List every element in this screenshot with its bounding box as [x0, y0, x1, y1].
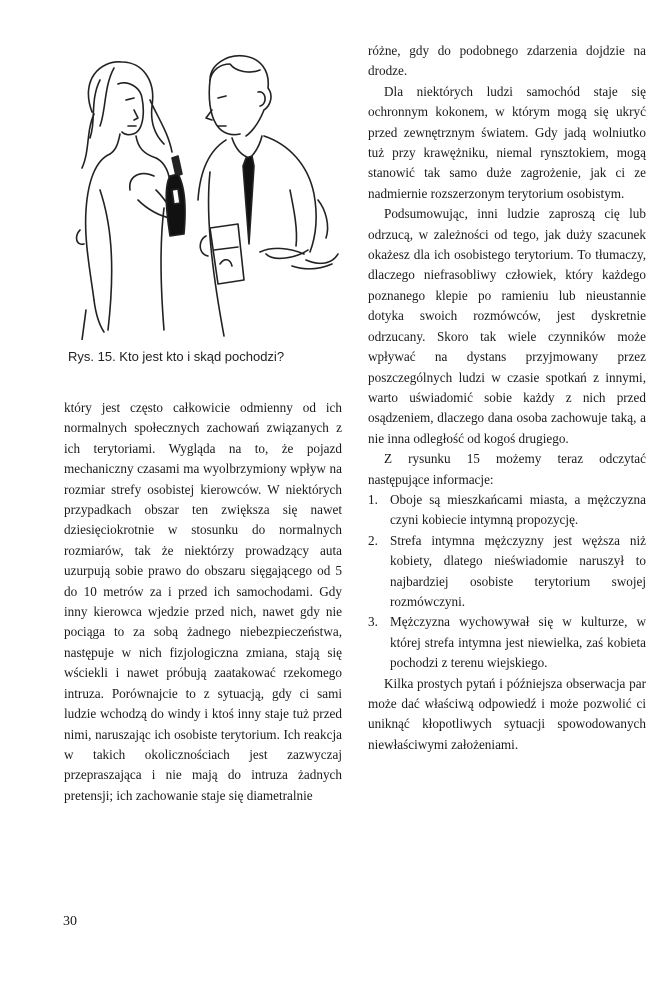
woman-figure: [82, 62, 172, 332]
bottle: [166, 156, 185, 236]
list-text: Oboje są mieszkańcami miasta, a mężczyzna czyni kobiecie intymną propozycję.: [390, 491, 646, 528]
list-text: Mężczyzna wychowywał się w kulturze, w której strefa intymna jest niewielka, zaś kobieta pochodzi z terenu wiejskiego.: [390, 614, 646, 671]
glass: [200, 224, 244, 284]
paragraph: Dla niektórych ludzi samochód staje się ochronnym kokonem, w którym mogą się ukryć przed zewnętrznym światem. Gdy jadą wolniutko tuż przy krawężniku, niemal rynsztokiem, mogą stanowić tak samo duże zagrożenie, jak ci ze nadmiernie rozszerzonym terytorium osobistym.: [368, 83, 646, 201]
list-item: [368, 531, 646, 613]
findings-list: [368, 490, 646, 674]
paragraph: różne, gdy do podobnego zdarzenia dojdzie na drodze.: [368, 43, 646, 79]
list-number: 1.: [368, 491, 378, 507]
closing-paragraph: Kilka prostych pytań i późniejsza obserwacja par może dać właściwą odpowiedź i może pozwolić ci uniknąć kłopotliwych sytuacji spowodowanych niewłaściwymi założeniami.: [368, 675, 646, 752]
left-text-column: [64, 398, 342, 806]
paragraph: Z rysunku 15 możemy teraz odczytać następujące informacje:: [368, 451, 646, 487]
list-text: Strefa intymna mężczyzny jest węższa niż kobiety, dlatego nieświadomie naruszył to najbardziej osobiste terytorium swojej rozmówczyni.: [390, 532, 646, 609]
figure-caption: Rys. 15. Kto jest kto i skąd pochodzi?: [68, 349, 285, 364]
list-number: 2.: [368, 532, 378, 548]
list-item: [368, 490, 646, 531]
man-figure: [198, 56, 338, 336]
page-number: 30: [63, 914, 77, 929]
list-item: [368, 612, 646, 673]
list-number: 3.: [368, 614, 378, 630]
paragraph: Podsumowując, inni ludzie zaproszą cię lub odrzucą, w zależności od tego, jak duży szacunek okażesz dla ich osobistego terytorium. To tłumaczy, dlaczego niefrasobliwy człowiek, który każdego poznanego klepie po ramieniu lub nieustannie dotyka swoich rozmówców, jest dyskretnie odrzucany. Skoro tak wiele czynników może wpływać na dystans przyjmowany przez poszczególnych ludzi w czasie spotkań z innymi, warto uświadomić sobie każdy z nich przed osądzeniem, dlaczego dana osoba zachowuje taką, a nie inna odległość od kogoś drugiego.: [368, 206, 646, 446]
right-text-column: [368, 41, 646, 755]
illustration-couple: [60, 40, 350, 340]
paragraph: który jest często całkowicie odmienny od ich normalnych społecznych zachowań związanych z ich terytoriami. Wygląda na to, że pojazd mechaniczny czasami ma wyolbrzymiony wpływ na rozmiar strefy osobistej kierowców. W niektórych przypadkach obszar ten zwiększa się nawet dziesięciokrotnie w stosunku do normalnych rozmiarów, tak że niektórzy prowadzący auta uzurpują sobie prawo do obszaru sięgającego od 5 do 10 metrów za i przed ich samochodami. Gdy inny kierowca wjedzie przed nich, nawet gdy nie pociąga to za sobą żadnego niebezpieczeństwa, następuje w nich fizjologiczna zmiana, stają się wściekli i nawet próbują zaatakować rzekomego intruza. Porównajcie to z sytuacją, gdy ci sami ludzie wchodzą do windy i ktoś inny staje tuż przed nimi, naruszając ich osobiste terytorium. Ich reakcja w takich okolicznościach jest zazwyczaj przepraszająca i nie mają do intruza żadnych pretensji; ich zachowanie staje się diametralnie: [64, 400, 342, 803]
